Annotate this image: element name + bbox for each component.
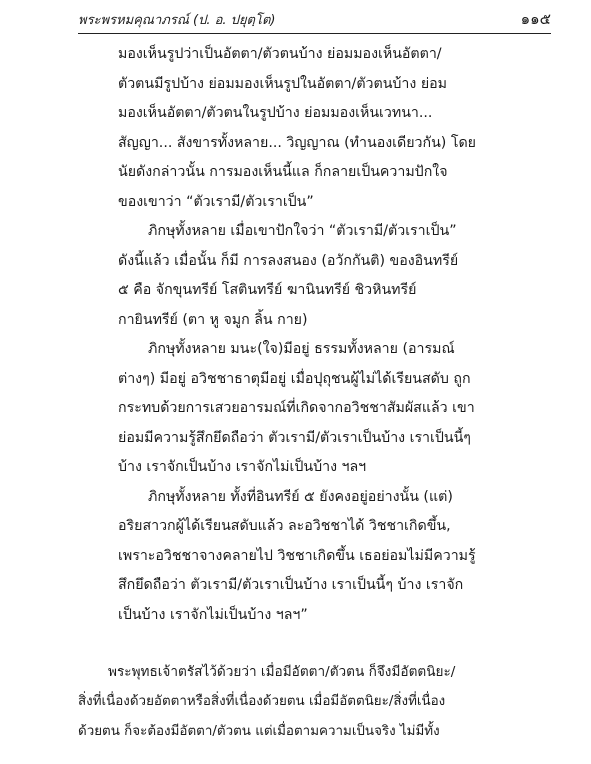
text-line: ตัวตนมีรูปบ้าง ย่อมมองเห็นรูปในอัตตา/ตัวตนบ้าง ย่อม (118, 75, 448, 92)
text-line: มองเห็นรูปว่าเป็นอัตตา/ตัวตนบ้าง ย่อมมองเห็นอัตตา/ (118, 46, 442, 62)
text-line: พระพุทธเจ้าตรัสไว้ด้วยว่า เมื่อมีอัตตา/ตัวตน ก็จึงมีอัตตนิยะ/ (108, 664, 456, 680)
text-line: สึกยึดถือว่า ตัวเรามี/ตัวเราเป็นบ้าง เราเป็นนี้ๆ บ้าง เราจัก (118, 577, 464, 593)
text-line: อริยสาวกผู้ได้เรียนสดับแล้ว ละอวิชชาได้ วิชชาเกิดขึ้น, (118, 518, 451, 534)
text-line: ดังนี้แล้ว เมื่อนั้น ก็มี การลงสนอง (อวักกันติ) ของอินทรีย์ (118, 252, 459, 269)
text-line: สัญญา... สังขารทั้งหลาย... วิญญาณ (ทำนองเดียวกัน) โดย (118, 134, 476, 151)
text-line: กายินทรีย์ (ตา หู จมูก ลิ้น กาย) (118, 311, 308, 328)
text-line: สิ่งที่เนื่องด้วยอัตตาหรือสิ่งที่เนื่องด้วยตน เมื่อมีอัตตนิยะ/สิ่งที่เนื่อง (78, 694, 446, 709)
text-line: นัยดังกล่าวนั้น การมองเห็นนี้แล ก็กลายเป็นความปักใจ (118, 164, 448, 180)
text-line: กระทบด้วยการเสวยอารมณ์ที่เกิดจากอวิชชาสัมผัสแล้ว เขา (118, 400, 475, 416)
text-line: ภิกษุทั้งหลาย ทั้งที่อินทรีย์ ๕ ยังคงอยู่อย่างนั้น (แต่) (148, 488, 453, 505)
text-line: ภิกษุทั้งหลาย มนะ(ใจ)มีอยู่ ธรรมทั้งหลาย (อารมณ์ (148, 341, 455, 357)
text-line: บ้าง เราจักเป็นบ้าง เราจักไม่เป็นบ้าง ฯลฯ (118, 459, 367, 475)
text-line: ภิกษุทั้งหลาย เมื่อเขาปักใจว่า “ตัวเรามี/ตัวเราเป็น” (148, 223, 457, 239)
text-line: มองเห็นอัตตา/ตัวตนในรูปบ้าง ย่อมมองเห็นเวทนา... (118, 105, 433, 121)
text-line: ๕ คือ จักขุนทรีย์ โสตินทรีย์ ฆานินทรีย์ ชิวหินทรีย์ (118, 282, 417, 298)
text-line: ของเขาว่า “ตัวเรามี/ตัวเราเป็น” (118, 193, 314, 210)
page-number: ๑๑๕ (520, 10, 551, 28)
page-header (78, 6, 551, 32)
text-line: เพราะอวิชชาจางคลายไป วิชชาเกิดขึ้น เธอย่อมไม่มีความรู้ (118, 547, 476, 564)
header-rule (78, 33, 551, 34)
running-title: พระพรหมคุณาภรณ์ (ป. อ. ปยุตฺโต) (78, 12, 276, 28)
text-line: ด้วยตน ก็จะต้องมีอัตตา/ตัวตน แต่เมื่อตามความเป็นจริง ไม่มีทั้ง (78, 724, 440, 739)
text-line: เป็นบ้าง เราจักไม่เป็นบ้าง ฯลฯ” (118, 606, 308, 623)
text-line: ต่างๆ) มีอยู่ อวิชชาธาตุมีอยู่ เมื่อปุถุชนผู้ไม่ได้เรียนสดับ ถูก (118, 370, 471, 387)
text-line: ย่อมมีความรู้สึกยึดถือว่า ตัวเรามี/ตัวเราเป็นบ้าง เราเป็นนี้ๆ (118, 429, 471, 446)
